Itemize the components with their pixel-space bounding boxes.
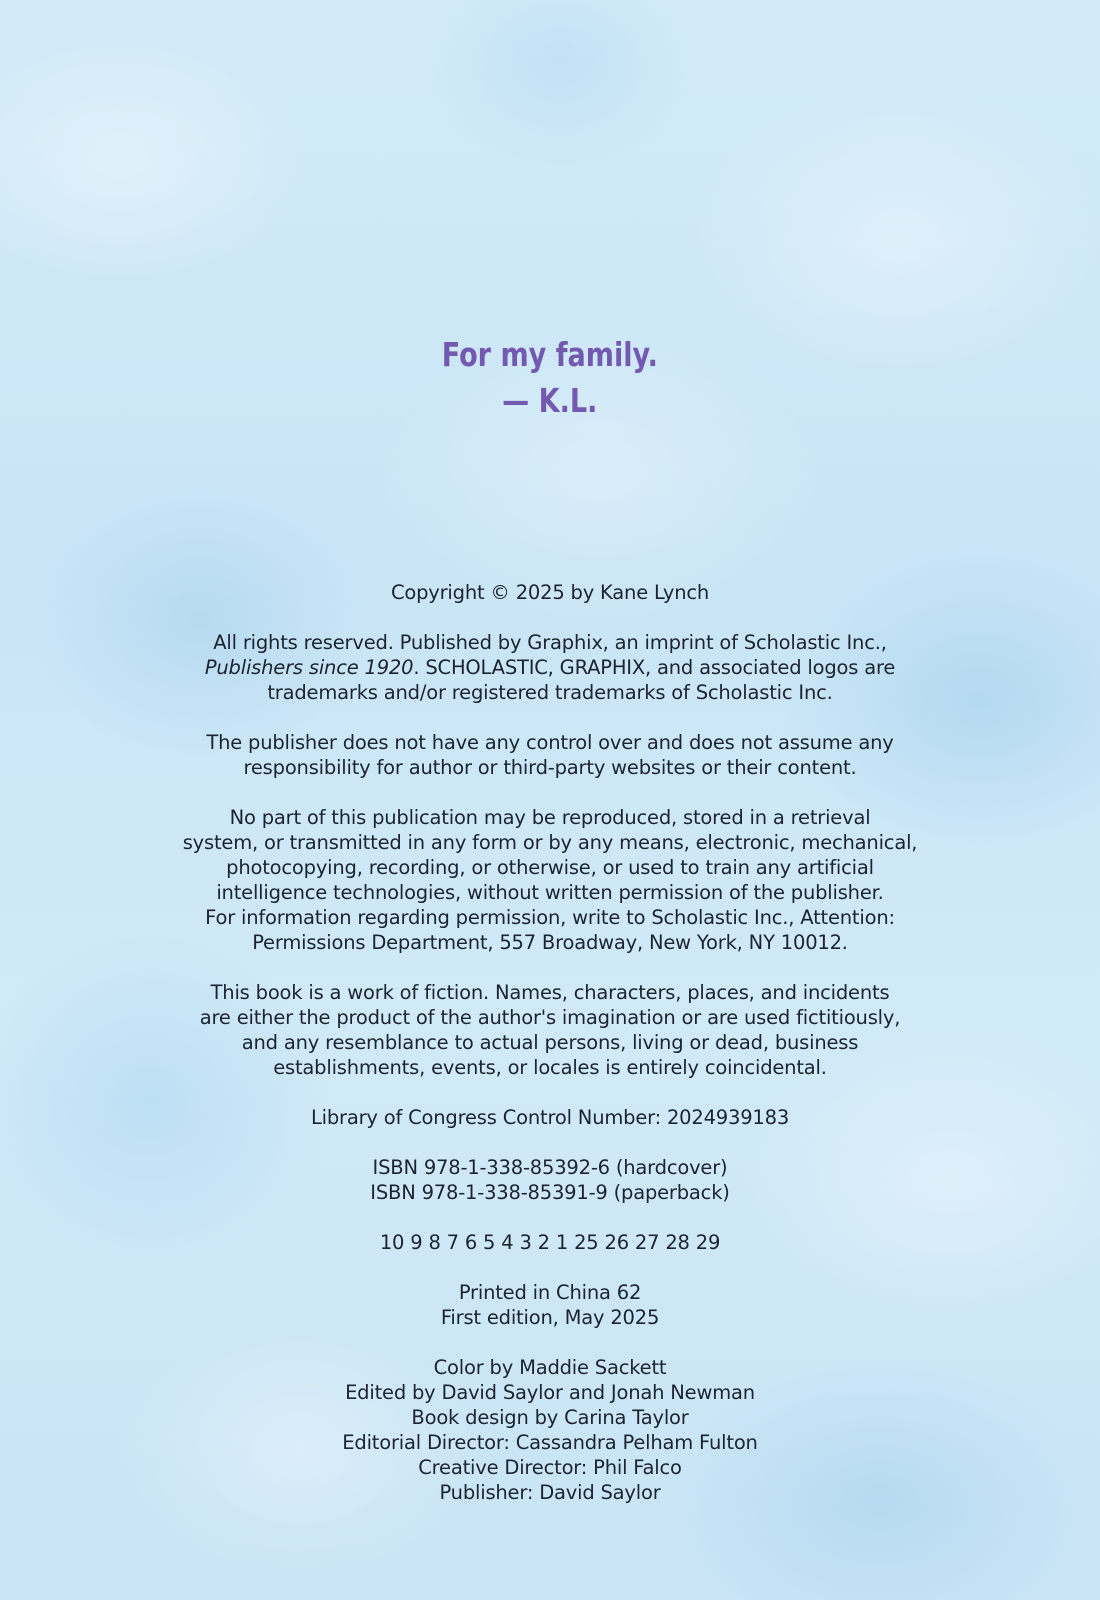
reproduction-line-2: system, or transmitted in any form or by any means, electronic, mechanical,: [182, 831, 918, 854]
reproduction-line-5: For information regarding permission, write to Scholastic Inc., Attention:: [205, 906, 895, 929]
reproduction-line-3: photocopying, recording, or otherwise, or used to train any artificial: [226, 856, 874, 879]
loc-paragraph: [0, 1105, 1100, 1130]
copyright-line: Copyright © 2025 by Kane Lynch: [390, 581, 710, 604]
fiction-line-2: are either the product of the author's imagination or are used fictitiously,: [199, 1006, 901, 1029]
fiction-line-4: establishments, events, or locales is entirely coincidental.: [273, 1056, 827, 1079]
credit-editors: Edited by David Saylor and Jonah Newman: [345, 1381, 755, 1404]
publisher-notice-line-1: The publisher does not have any control over and does not assume any: [206, 731, 894, 754]
credits-paragraph: [0, 1355, 1100, 1505]
reproduction-line-6: Permissions Department, 557 Broadway, New York, NY 10012.: [252, 931, 848, 954]
reproduction-line-1: No part of this publication may be reproduced, stored in a retrieval: [229, 806, 871, 829]
fiction-line-1: This book is a work of fiction. Names, characters, places, and incidents: [210, 981, 890, 1004]
fiction-paragraph: [0, 980, 1100, 1080]
fiction-line-3: and any resemblance to actual persons, living or dead, business: [241, 1031, 859, 1054]
edition-paragraph: [0, 1280, 1100, 1330]
dedication-signature: — K.L.: [502, 381, 598, 420]
copyright-notice: [0, 580, 1100, 605]
publishers-since-italic: Publishers since 1920: [204, 656, 414, 679]
rights-paragraph: [0, 630, 1100, 705]
isbn-hardcover: ISBN 978-1-338-85392-6 (hardcover): [372, 1156, 728, 1179]
credit-publisher: Publisher: David Saylor: [439, 1481, 661, 1504]
dedication-line: For my family.: [441, 335, 658, 374]
isbn-paragraph: [0, 1155, 1100, 1205]
dedication: [99, 332, 1001, 424]
publisher-notice-line-2: responsibility for author or third-party websites or their content.: [243, 756, 857, 779]
credit-book-design: Book design by Carina Taylor: [411, 1406, 689, 1429]
rights-line-3: trademarks and/or registered trademarks of Scholastic Inc.: [267, 681, 833, 704]
printing-numbers: 10 9 8 7 6 5 4 3 2 1: [379, 1231, 569, 1254]
rights-line-1: All rights reserved. Published by Graphix, an imprint of Scholastic Inc.,: [213, 631, 887, 654]
printing-years: 25 26 27 28 29: [574, 1231, 721, 1254]
printing-line: [0, 1230, 1100, 1255]
first-edition: First edition, May 2025: [440, 1306, 660, 1329]
credit-creative-director: Creative Director: Phil Falco: [418, 1456, 682, 1479]
reproduction-line-4: intelligence technologies, without written permission of the publisher.: [216, 881, 884, 904]
reproduction-paragraph: [0, 805, 1100, 955]
credit-editorial-director: Editorial Director: Cassandra Pelham Fulton: [342, 1431, 758, 1454]
rights-line-2: [0, 655, 1100, 680]
credit-color: Color by Maddie Sackett: [433, 1356, 667, 1379]
isbn-paperback: ISBN 978-1-338-85391-9 (paperback): [370, 1181, 730, 1204]
copyright-block: [0, 580, 1100, 1530]
printed-in: Printed in China 62: [458, 1281, 642, 1304]
publisher-notice-paragraph: [0, 730, 1100, 780]
loc-control-number: Library of Congress Control Number: 2024939183: [310, 1106, 790, 1129]
printing-line-row: [0, 1230, 1100, 1255]
rights-line-2-rest: . SCHOLASTIC, GRAPHIX, and associated logos are: [413, 656, 896, 679]
